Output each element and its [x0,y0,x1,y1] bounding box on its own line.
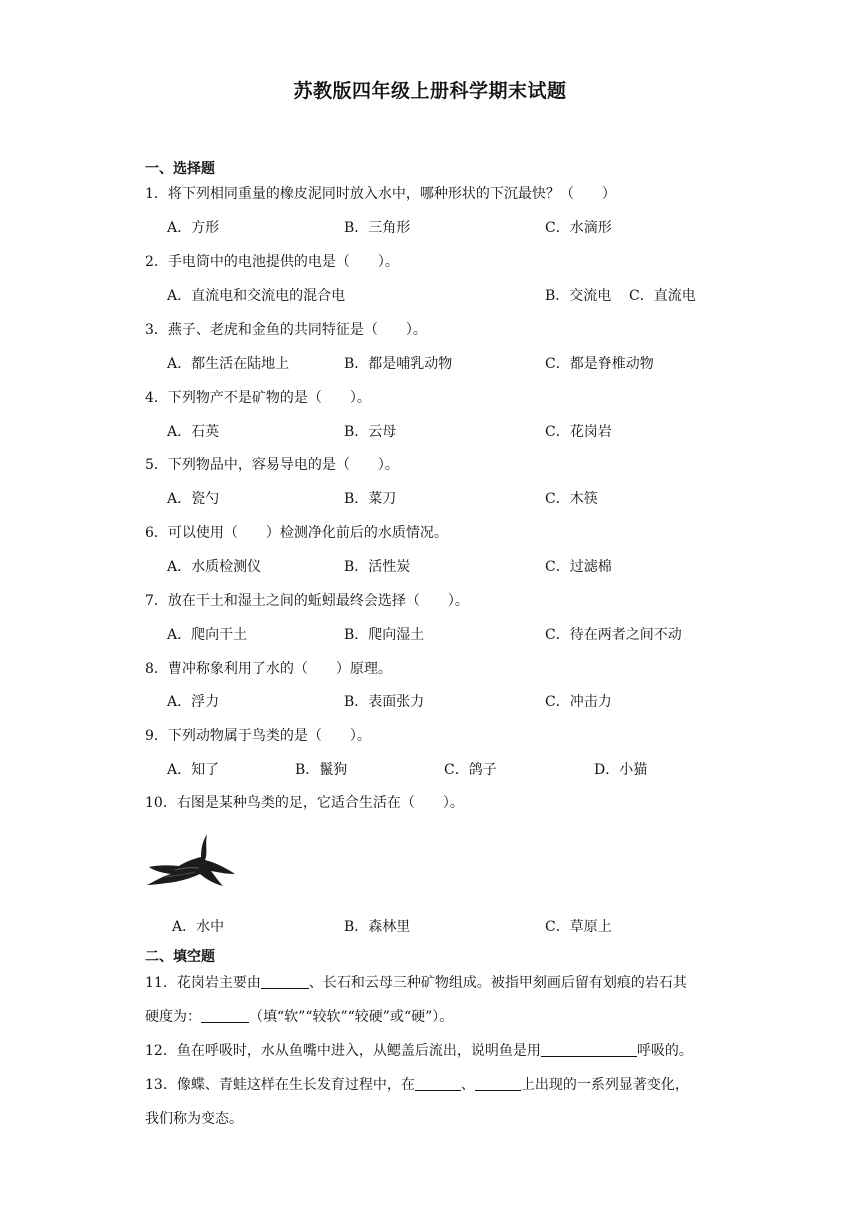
option-10c: C．草原上 [545,919,612,935]
option-1c: C．水滴形 [545,220,612,236]
option-8b: B．表面张力 [344,694,425,710]
question-4: 4．下列物产不是矿物的是（ ）。 [145,390,371,406]
option-7c: C．待在两者之间不动 [545,627,682,643]
q11-text-d: （填“软”“较软”“较硬”或“硬”）。 [249,1009,454,1025]
section-heading-fill: 二、填空题 [145,949,215,965]
option-8c: C．冲击力 [545,694,612,710]
option-9d: D．小猫 [594,762,648,778]
question-1: 1．将下列相同重量的橡皮泥同时放入水中，哪种形状的下沉最快？（ ） [145,186,616,202]
option-4b: B．云母 [344,424,397,440]
option-6c: C．过滤棉 [545,559,612,575]
q11-text-b: 、长石和云母三种矿物组成。被指甲刻画后留有划痕的岩石其 [308,975,687,991]
q12-text-a: 12．鱼在呼吸时，水从鱼嘴中进入，从鳃盖后流出，说明鱼是用 [145,1043,541,1059]
option-5c: C．木筷 [545,491,598,507]
section-heading-choice: 一、选择题 [145,161,215,177]
q11-blank-1[interactable] [261,973,309,989]
question-7: 7．放在干土和湿土之间的蚯蚓最终会选择（ ）。 [145,593,469,609]
q13-text-c: 上出现的一系列显著变化， [520,1077,689,1093]
option-9b: B．鬣狗 [295,762,348,778]
question-11-line-1 [145,973,720,993]
q12-text-b: 呼吸的。 [636,1043,693,1059]
question-10: 10．右图是某种鸟类的足，它适合生活在（ ）。 [145,795,464,811]
q11-blank-2[interactable] [201,1007,249,1023]
option-8a: A．浮力 [167,694,220,710]
page-title: 苏教版四年级上册科学期末试题 [293,80,567,102]
option-5b: B．菜刀 [344,491,397,507]
q12-blank[interactable] [541,1041,637,1057]
option-6b: B．活性炭 [344,559,411,575]
q13-blank-1[interactable] [415,1075,461,1091]
question-11-line-2 [145,1007,720,1027]
q13-blank-2[interactable] [475,1075,521,1091]
option-2a: A．直流电和交流电的混合电 [167,288,346,304]
q11-text-a: 11．花岗岩主要由 [145,975,261,991]
question-5: 5．下列物品中，容易导电的是（ ）。 [145,457,399,473]
option-5a: A．瓷勺 [167,491,220,507]
option-2c: C．直流电 [629,288,696,304]
q11-text-c: 硬度为： [145,1009,201,1025]
question-2: 2．手电筒中的电池提供的电是（ ）。 [145,254,399,270]
question-13-line-1 [145,1075,720,1095]
option-7b: B．爬向湿土 [344,627,425,643]
option-3c: C．都是脊椎动物 [545,356,654,372]
question-3: 3．燕子、老虎和金鱼的共同特征是（ ）。 [145,322,427,338]
option-9a: A．知了 [167,762,220,778]
option-3a: A．都生活在陆地上 [167,356,290,372]
option-6a: A．水质检测仪 [167,559,262,575]
option-1b: B．三角形 [344,220,411,236]
option-4c: C．花岗岩 [545,424,612,440]
option-2b: B．交流电 [545,288,612,304]
question-9: 9．下列动物属于鸟类的是（ ）。 [145,728,371,744]
question-6: 6．可以使用（ ）检测净化前后的水质情况。 [145,525,448,541]
q13-text-a: 13．像蝶、青蛙这样在生长发育过程中，在 [145,1077,415,1093]
option-10b: B．森林里 [344,919,411,935]
question-8: 8．曹冲称象利用了水的（ ）原理。 [145,661,392,677]
option-1a: A．方形 [167,220,220,236]
option-9c: C．鸽子 [444,762,497,778]
bird-foot-image [145,830,240,890]
option-3b: B．都是哺乳动物 [344,356,453,372]
option-4a: A．石英 [167,424,220,440]
option-10a: A．水中 [172,919,225,935]
question-13-line-2: 我们称为变态。 [145,1111,243,1127]
option-7a: A．爬向干土 [167,627,248,643]
question-12 [145,1041,720,1061]
q13-text-b: 、 [460,1077,475,1093]
